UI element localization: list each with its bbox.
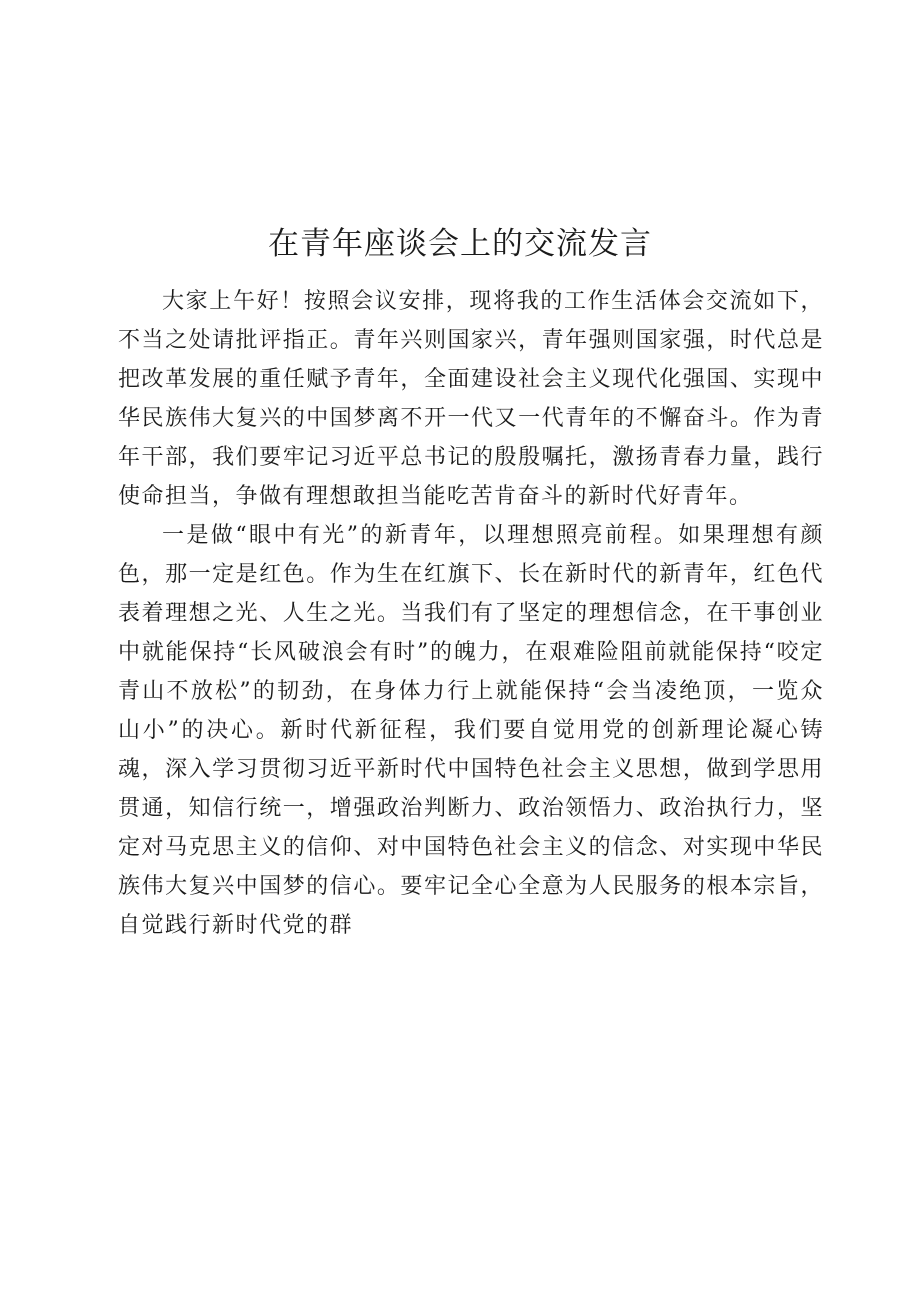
paragraph-point-one: 一是做“眼中有光”的新青年，以理想照亮前程。如果理想有颜色，那一定是红色。作为生在红旗下、长在新时代的新青年，红色代表着理想之光、人生之光。当我们有了坚定的理想信念，在干事创业中就能保持“长风破浪会有时”的魄力，在艰难险阻前就能保持“咬定青山不放松”的韧劲，在身体力行上就能保持“会当凌绝顶，一览众山小”的决心。新时代新征程，我们要自觉用党的创新理论凝心铸魂，深入学习贯彻习近平新时代中国特色社会主义思想，做到学思用贯通，知信行统一，增强政治判断力、政治领悟力、政治执行力，坚定对马克思主义的信仰、对中国特色社会主义的信念、对实现中华民族伟大复兴中国梦的信心。要牢记全心全意为人民服务的根本宗旨，自觉践行新时代党的群	[118, 523, 824, 938]
document-body	[118, 282, 824, 945]
paragraph-greeting: 大家上午好！按照会议安排，现将我的工作生活体会交流如下，不当之处请批评指正。青年兴则国家兴，青年强则国家强，时代总是把改革发展的重任赋予青年，全面建设社会主义现代化强国、实现中华民族伟大复兴的中国梦离不开一代又一代青年的不懈奋斗。作为青年干部，我们要牢记习近平总书记的殷殷嘱托，激扬青春力量，践行使命担当，争做有理想敢担当能吃苦肯奋斗的新时代好青年。	[118, 289, 824, 509]
document-title: 在青年座谈会上的交流发言	[268, 226, 652, 262]
